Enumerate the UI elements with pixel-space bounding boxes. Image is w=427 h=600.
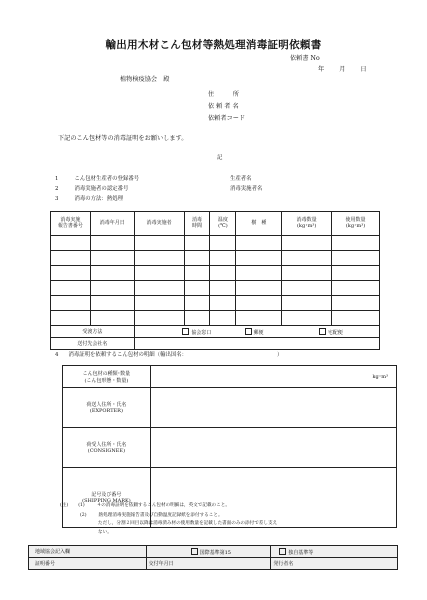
requester-code-label: 依頼者コード xyxy=(208,115,246,122)
table-row[interactable] xyxy=(51,311,380,326)
assoc-label: 地域協会記入欄 xyxy=(29,546,147,558)
item-2-right: 消毒実施者名 xyxy=(230,186,263,192)
request-no-label: 依頼書 No xyxy=(290,55,320,62)
checkbox-icon[interactable] xyxy=(319,328,326,335)
table-row[interactable] xyxy=(51,236,380,251)
col-qty: 消毒数量 (kg･m³) xyxy=(282,212,332,236)
delivery-options xyxy=(134,326,379,338)
table-row[interactable] xyxy=(51,296,380,311)
requester-name-label: 依 頼 者 名 xyxy=(208,103,239,110)
checkbox-icon[interactable] xyxy=(245,328,252,335)
item-2: 2 消毒実施者の認定番号 xyxy=(55,186,129,192)
own-std-option[interactable]: 独自基準等 xyxy=(271,546,398,558)
package-type-field[interactable]: kg･m³ xyxy=(150,366,396,388)
document-title: 輸出用木材こん包材等熱処理消毒証明依頼書 xyxy=(105,39,322,51)
note-2: (2) 熱処理消毒実施報告書及び自動温度記録紙を添付すること。 xyxy=(80,513,223,518)
send-to-field[interactable] xyxy=(134,338,379,350)
consignee-label: 荷受人住所・氏名 (CONSIGNEE) xyxy=(63,428,151,468)
col-used: 使用数量 (kg･m³) xyxy=(332,212,380,236)
shipping-mark-label: 記号及び番号 (SHIPPING MARK) xyxy=(63,468,151,528)
delivery-method-label: 受渡方法 xyxy=(51,326,135,338)
send-to-label: 送付先会社名 xyxy=(51,338,135,350)
delivery-mail-option[interactable]: 郵便 xyxy=(245,330,264,336)
col-operator: 消毒実施者 xyxy=(134,212,184,236)
address-label: 住 所 xyxy=(208,91,239,98)
shipping-mark-field[interactable] xyxy=(150,468,396,528)
table-row[interactable] xyxy=(51,251,380,266)
checkbox-icon[interactable] xyxy=(182,328,189,335)
table-row[interactable] xyxy=(51,281,380,296)
disinfection-table xyxy=(50,211,380,350)
col-report-no: 消毒実施 報告書番号 xyxy=(51,212,91,236)
date-line: 年 月 日 xyxy=(318,66,367,73)
delivery-courier-option[interactable]: 宅配便 xyxy=(319,330,343,336)
issuer-field[interactable]: 発行者名 xyxy=(271,558,398,570)
addressee: 植物検疫協会 殿 xyxy=(120,76,170,83)
col-time: 消毒 時間 xyxy=(184,212,210,236)
item-1: 1 こん包材生産者の登録番号 xyxy=(55,176,140,182)
checkbox-icon[interactable] xyxy=(279,548,286,555)
issue-date-field[interactable]: 交付年月日 xyxy=(146,558,271,570)
note-2-cont-2: ない。 xyxy=(98,530,112,535)
col-species: 樹 種 xyxy=(236,212,282,236)
association-entry-table xyxy=(28,545,398,570)
col-temp: 温度 (℃) xyxy=(210,212,236,236)
table-row[interactable] xyxy=(51,266,380,281)
consignee-field[interactable] xyxy=(150,428,396,468)
std-15-option[interactable]: 国際基準第15 xyxy=(146,546,271,558)
note-2-cont: ただし，分割２回目以降は消毒済み材の使用数量を記載した書面のみの添付で差し支え xyxy=(98,521,278,526)
item-3: 3 消毒の方法：熱処理 xyxy=(55,196,123,202)
col-date: 消毒年月日 xyxy=(90,212,134,236)
ki-mark: 記 xyxy=(217,155,223,161)
note-1: (注) (1) ４の消毒証明を依頼するこん包材の明細は，英文で記載のこと。 xyxy=(60,503,230,508)
package-type-label: こん包材の種類･数量 (こん包形態・数量) xyxy=(63,366,151,388)
delivery-window-option[interactable]: 協会窓口 xyxy=(182,330,211,336)
cert-no-field[interactable]: 証明番号 xyxy=(29,558,147,570)
exporter-field[interactable] xyxy=(150,388,396,428)
intro-text: 下記のこん包材等の消毒証明をお願いします。 xyxy=(58,135,188,142)
section-4-heading: 4 消毒証明を依頼するこん包材の明細（輸出国名： ） xyxy=(55,352,283,358)
checkbox-icon[interactable] xyxy=(191,548,198,555)
item-1-right: 生産者名 xyxy=(230,176,252,182)
exporter-label: 荷送人住所・氏名 (EXPORTER) xyxy=(63,388,151,428)
